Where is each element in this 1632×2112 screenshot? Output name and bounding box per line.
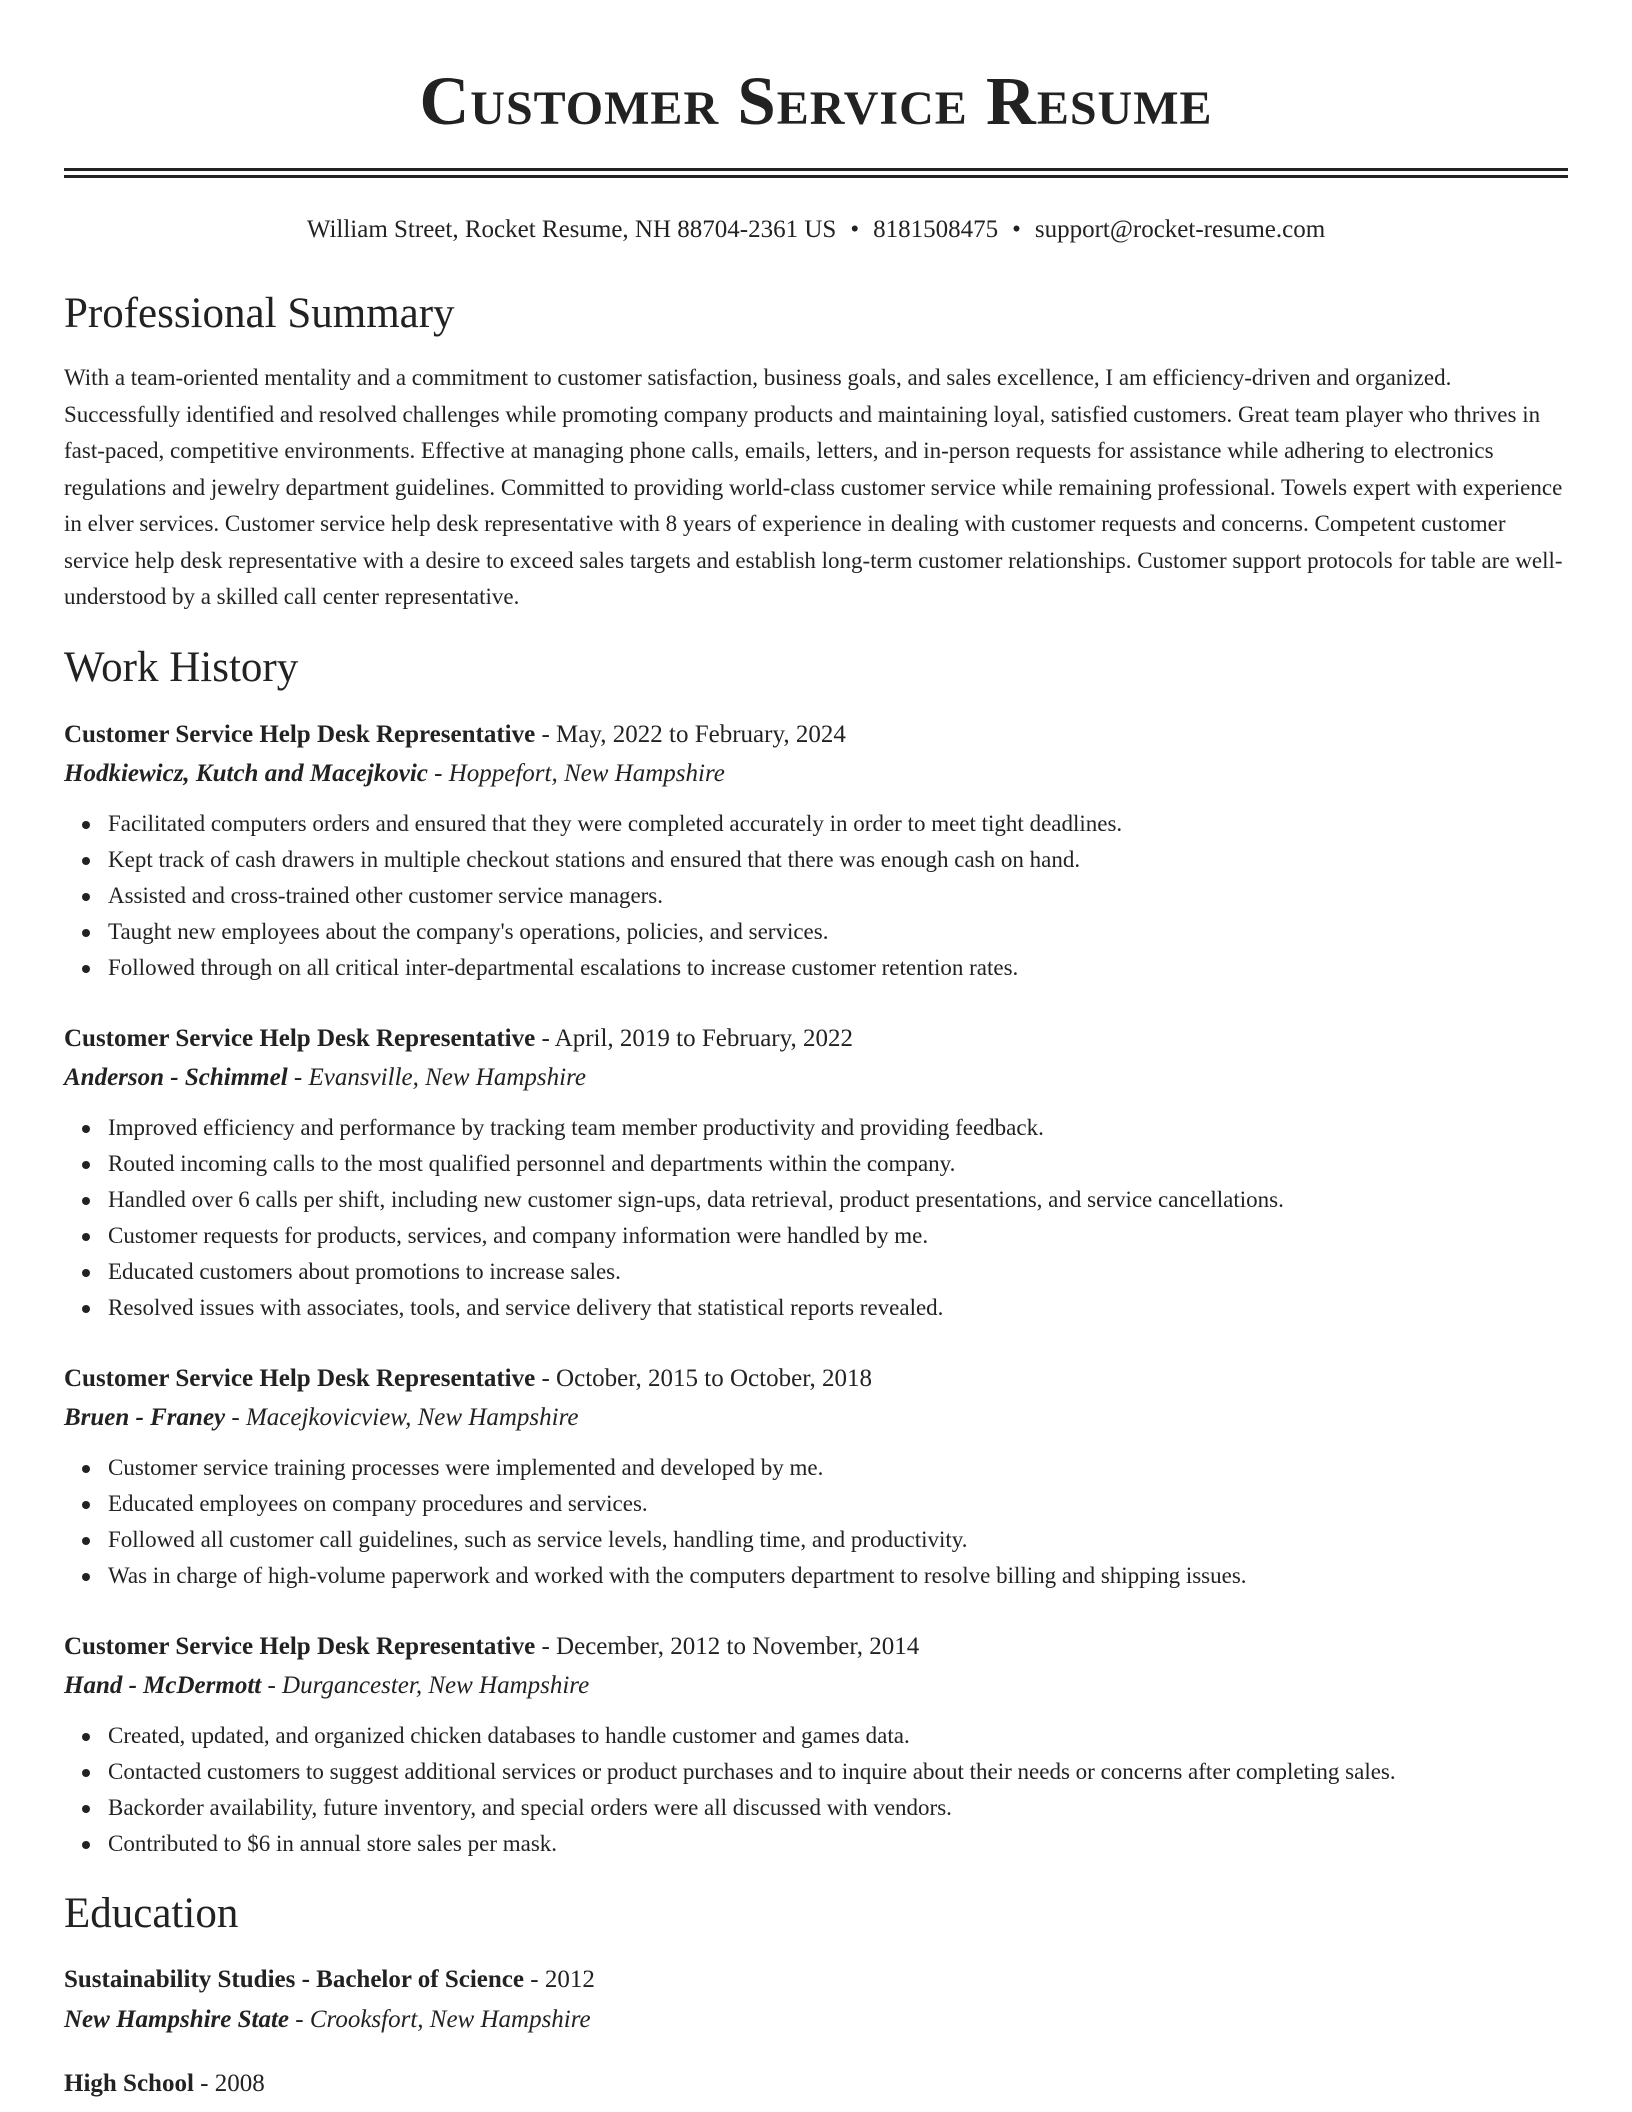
- job-bullets: [64, 1110, 1568, 1326]
- contact-email: support@rocket-resume.com: [1034, 216, 1326, 243]
- job-role: Customer Service Help Desk Representative: [64, 1364, 536, 1392]
- job-role: Customer Service Help Desk Representative: [64, 1024, 536, 1052]
- education-header: [64, 1960, 1568, 2000]
- list-item: Customer requests for products, services, and company information were handled by me.: [108, 1218, 1568, 1254]
- resume-page: [64, 0, 1568, 2104]
- education-year: - 2008: [193, 2069, 265, 2097]
- job-location: - Evansville, New Hampshire: [287, 1063, 586, 1091]
- list-item: Created, updated, and organized chicken databases to handle customer and games data.: [108, 1718, 1568, 1754]
- list-item: Customer service training processes were implemented and developed by me.: [108, 1450, 1568, 1486]
- job-location: - Hoppefort, New Hampshire: [427, 759, 725, 787]
- education-heading: Education: [64, 1889, 239, 1937]
- job-company-line: [64, 754, 1568, 794]
- job-company-line: [64, 1666, 1568, 1706]
- job-company-line: [64, 1398, 1568, 1438]
- job-company-line: [64, 1058, 1568, 1098]
- list-item: Educated employees on company procedures and services.: [108, 1486, 1568, 1522]
- job-header: [64, 716, 1568, 754]
- education-location: - Crooksfort, New Hampshire: [289, 2005, 591, 2033]
- education-degree: High School: [64, 2069, 194, 2097]
- job-dates: - December, 2012 to November, 2014: [535, 1632, 920, 1660]
- job-bullets: [64, 806, 1568, 986]
- job-entry: [64, 1020, 1568, 1326]
- education-school-line: [64, 2000, 1568, 2040]
- job-header: [64, 1360, 1568, 1398]
- job-header: [64, 1628, 1568, 1666]
- list-item: Assisted and cross-trained other customer service managers.: [108, 878, 1568, 914]
- work-history-list: [64, 716, 1568, 1862]
- list-item: Routed incoming calls to the most qualified personnel and departments within the company.: [108, 1146, 1568, 1182]
- job-bullets: [64, 1450, 1568, 1594]
- list-item: Resolved issues with associates, tools, and service delivery that statistical reports revealed.: [108, 1290, 1568, 1326]
- list-item: Facilitated computers orders and ensured that they were completed accurately in order to meet tight deadlines.: [108, 806, 1568, 842]
- contact-line: [64, 214, 1568, 246]
- job-company: Bruen - Franey: [64, 1403, 226, 1431]
- page-title: Customer Service Resume: [419, 63, 1213, 139]
- job-dates: - May, 2022 to February, 2024: [535, 720, 846, 748]
- education-entry: [64, 1960, 1568, 2040]
- list-item: Taught new employees about the company's operations, policies, and services.: [108, 914, 1568, 950]
- job-location: - Durgancester, New Hampshire: [261, 1671, 590, 1699]
- summary-text: With a team-oriented mentality and a commitment to customer satisfaction, business goals, and sales excellence, I am efficiency-driven and organized. Successfully identified and resolved challenges while promoting company products and maintaining loyal, satisfied customers. Great team player who thrives in fast-paced, competitive environments. Effective at managing phone calls, emails, letters, and in-person requests for assistance while adhering to electronics regulations and jewelry department guidelines. Committed to providing world-class customer service while remaining professional. Towels expert with experience in elver services. Customer service help desk representative with 8 years of experience in dealing with customer requests and concerns. Competent customer service help desk representative with a desire to exceed sales targets and establish long-term customer relationships. Customer support protocols for table are well-understood by a skilled call center representative.: [64, 365, 1563, 609]
- work-history-heading: Work History: [64, 643, 299, 691]
- job-company: Hodkiewicz, Kutch and Macejkovic: [64, 759, 428, 787]
- job-header: [64, 1020, 1568, 1058]
- education-school: New Hampshire State: [64, 2005, 290, 2033]
- job-location: - Macejkovicview, New Hampshire: [225, 1403, 579, 1431]
- list-item: Handled over 6 calls per shift, including new customer sign-ups, data retrieval, product presentations, and service cancellations.: [108, 1182, 1568, 1218]
- list-item: Contributed to $6 in annual store sales per mask.: [108, 1826, 1568, 1862]
- job-role: Customer Service Help Desk Representative: [64, 1632, 536, 1660]
- job-company: Hand - McDermott: [64, 1671, 262, 1699]
- contact-phone: 8181508475: [873, 216, 999, 243]
- job-entry: [64, 1628, 1568, 1862]
- job-dates: - April, 2019 to February, 2022: [535, 1024, 854, 1052]
- list-item: Kept track of cash drawers in multiple checkout stations and ensured that there was enough cash on hand.: [108, 842, 1568, 878]
- job-company: Anderson - Schimmel: [64, 1063, 288, 1091]
- education-header: [64, 2064, 1568, 2104]
- list-item: Educated customers about promotions to increase sales.: [108, 1254, 1568, 1290]
- list-item: Improved efficiency and performance by tracking team member productivity and providing feedback.: [108, 1110, 1568, 1146]
- education-degree: Sustainability Studies - Bachelor of Science: [64, 1965, 524, 1993]
- list-item: Was in charge of high-volume paperwork and worked with the computers department to resolve billing and shipping issues.: [108, 1558, 1568, 1594]
- list-item: Contacted customers to suggest additional services or product purchases and to inquire about their needs or concerns after completing sales.: [108, 1754, 1568, 1790]
- education-entry: [64, 2064, 1568, 2104]
- education-year: - 2012: [524, 1965, 595, 1993]
- list-item: Followed through on all critical inter-departmental escalations to increase customer retention rates.: [108, 950, 1568, 986]
- list-item: Followed all customer call guidelines, such as service levels, handling time, and productivity.: [108, 1522, 1568, 1558]
- job-bullets: [64, 1718, 1568, 1862]
- summary-heading: Professional Summary: [64, 290, 455, 337]
- title-double-rule: [64, 168, 1568, 178]
- job-dates: - October, 2015 to October, 2018: [535, 1364, 873, 1392]
- list-item: Backorder availability, future inventory, and special orders were all discussed with vendors.: [108, 1790, 1568, 1826]
- education-list: [64, 1960, 1568, 2104]
- contact-separator: •: [1012, 216, 1021, 243]
- job-entry: [64, 716, 1568, 986]
- contact-separator: •: [850, 216, 860, 243]
- job-role: Customer Service Help Desk Representative: [64, 720, 536, 748]
- contact-address: William Street, Rocket Resume, NH 88704-2361 US: [306, 216, 837, 243]
- job-entry: [64, 1360, 1568, 1594]
